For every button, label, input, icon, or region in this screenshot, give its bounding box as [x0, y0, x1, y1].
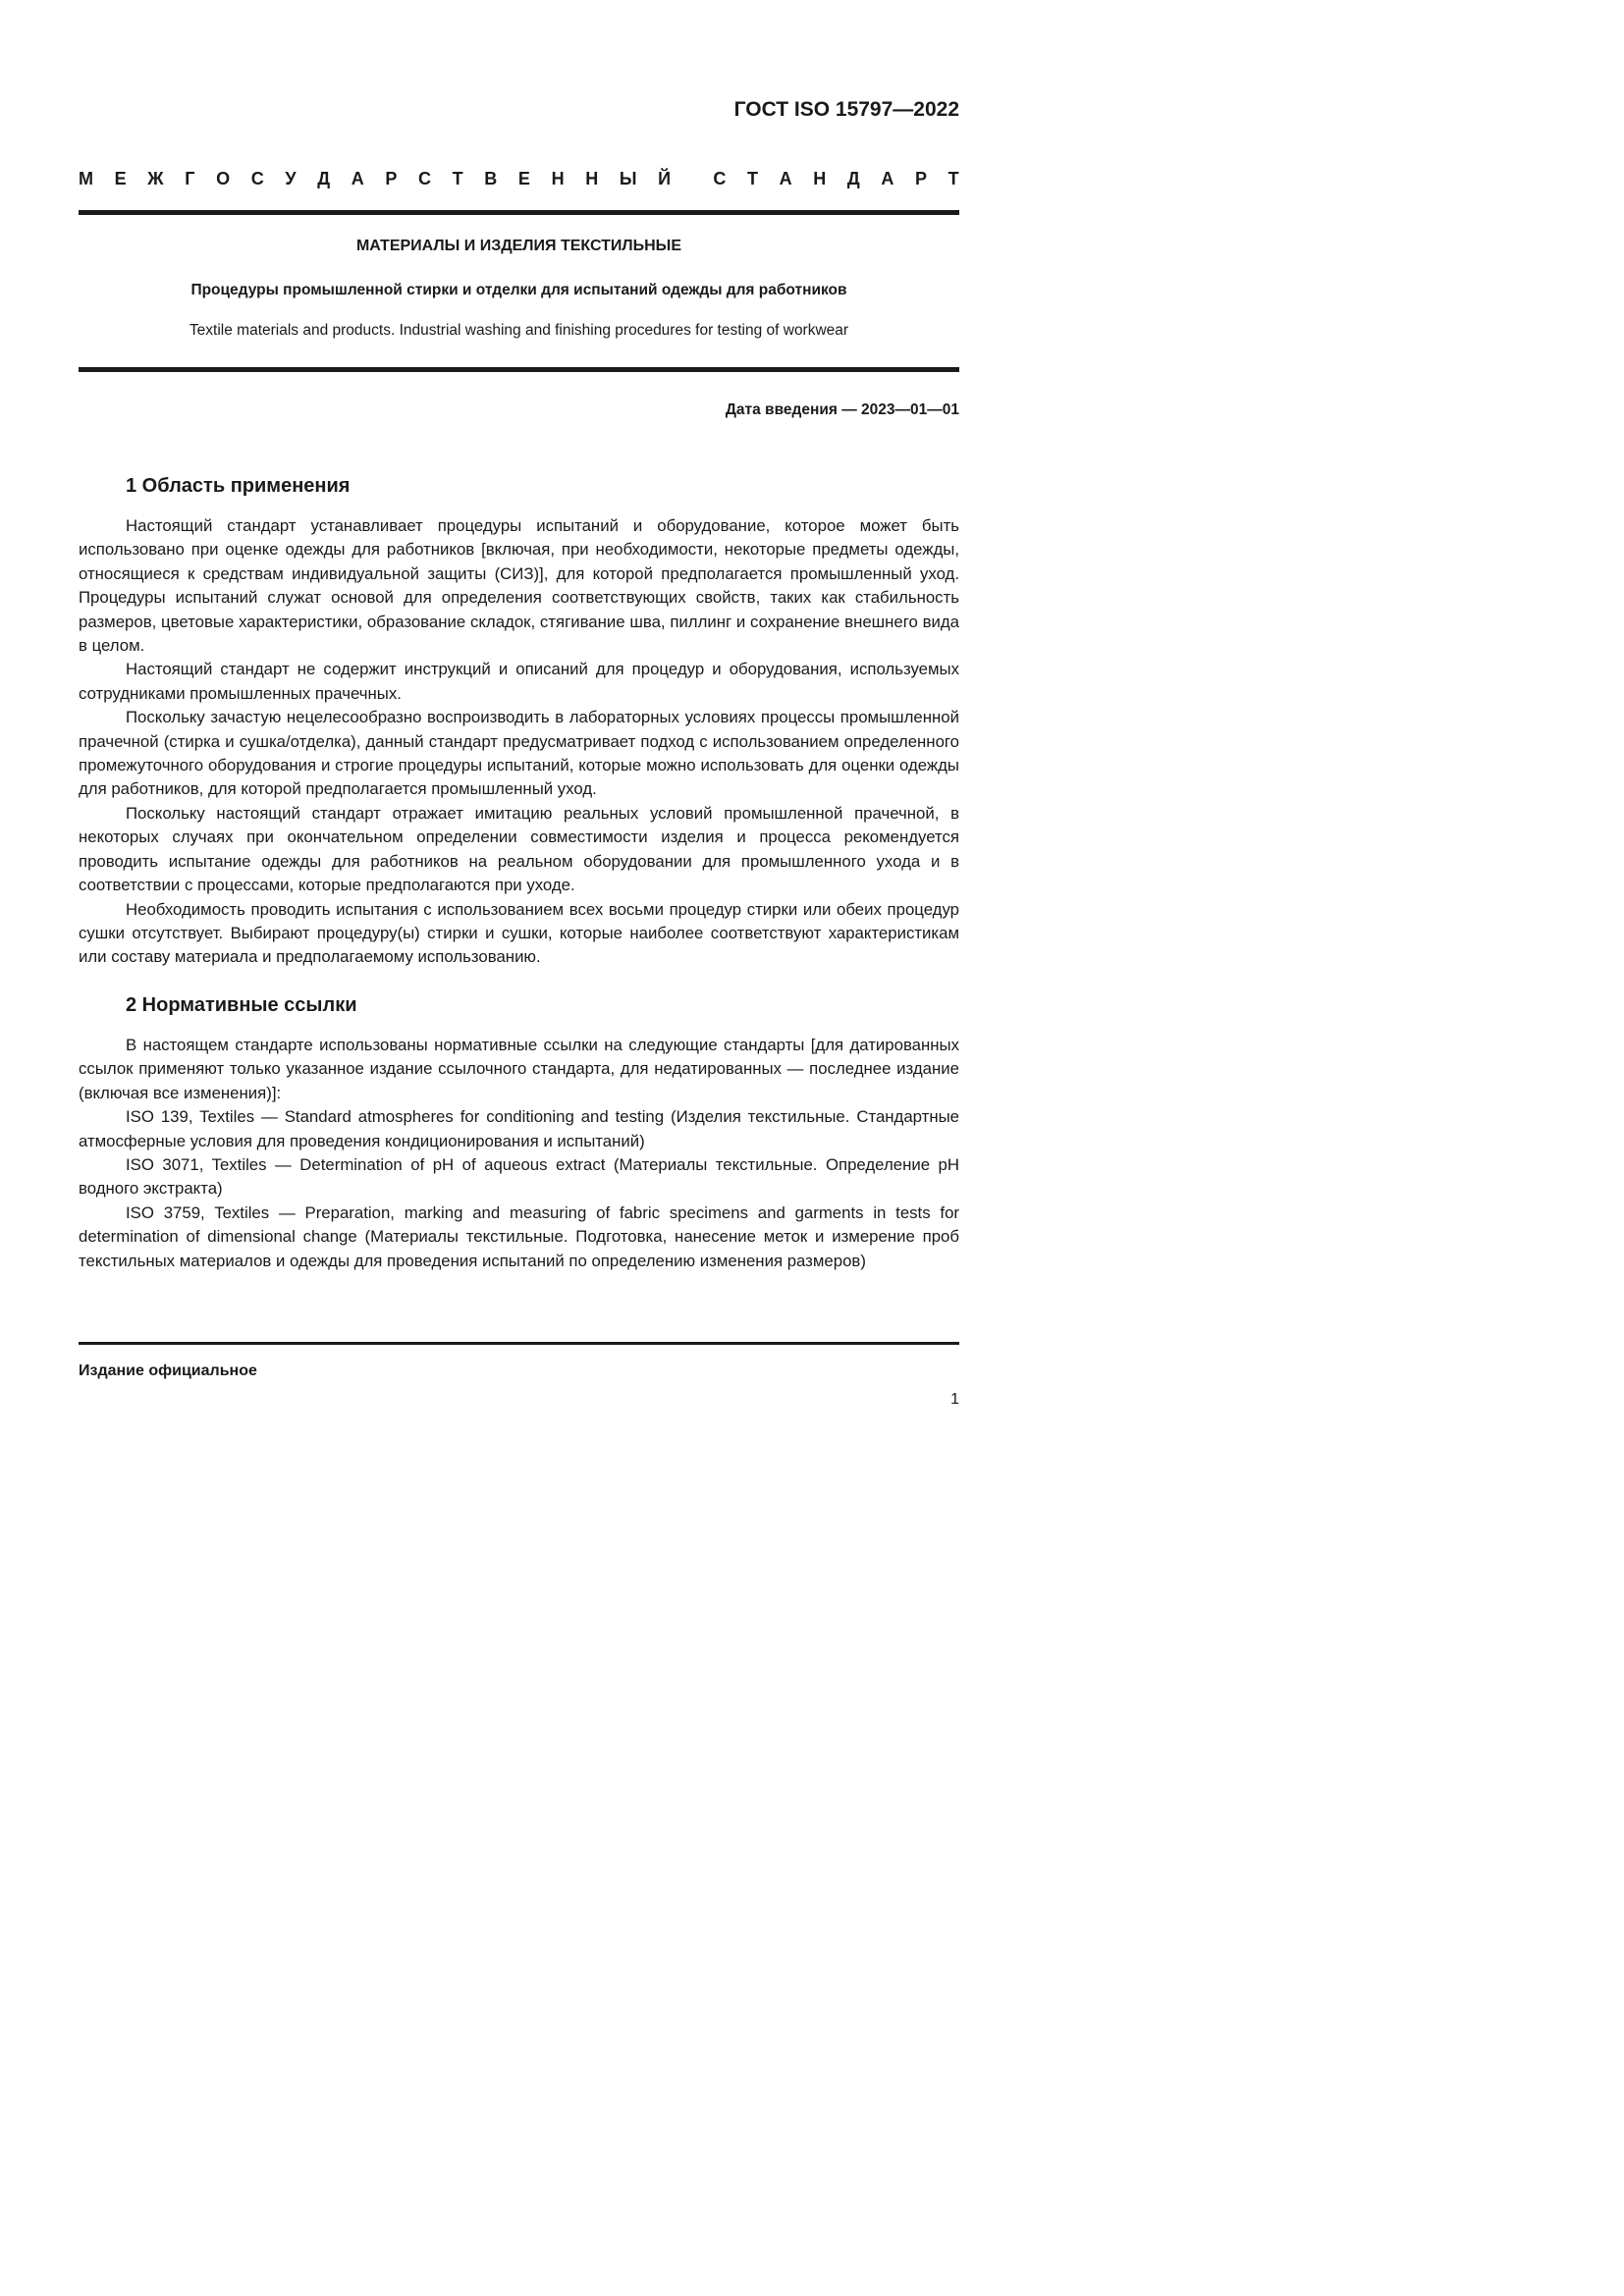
- banner-letter: Т: [452, 169, 463, 188]
- banner-letter: Д: [846, 169, 860, 188]
- banner-letter: Р: [915, 169, 928, 188]
- banner-letter: Т: [947, 169, 959, 188]
- banner-letter: Ж: [147, 169, 164, 188]
- banner-letter: У: [285, 169, 297, 188]
- document-title: МАТЕРИАЛЫ И ИЗДЕЛИЯ ТЕКСТИЛЬНЫЕ: [355, 238, 682, 254]
- section-2-body: [79, 1034, 959, 1273]
- paragraph: Настоящий стандарт не содержит инструкций и описаний для процедур и оборудования, используемых сотрудниками промышленных прачечных.: [79, 660, 959, 703]
- banner-letter: А: [779, 169, 792, 188]
- paragraph: Поскольку зачастую нецелесообразно воспроизводить в лабораторных условиях процессы промышленной прачечной (стирка и сушка/отделка), данный стандарт предусматривает подход с использованием определенного промежуточного оборудования и строгие процедуры испытаний, которые можно использовать для оценки одежды для работников, для которой предполагается промышленный уход.: [79, 708, 959, 799]
- banner-letter: С: [417, 169, 431, 188]
- page-number: 1: [950, 1391, 959, 1408]
- paragraph: В настоящем стандарте использованы нормативные ссылки на следующие стандарты [для датированных ссылок применяют только указанное издание ссылочного стандарта, для недатированных — последнее издание (включая все изменения)]:: [79, 1036, 959, 1102]
- reference-item: ISO 3759, Textiles — Preparation, marking and measuring of fabric specimens and garments in tests for determination of dimensional change (Материалы текстильные. Подготовка, нанесение меток и измерение проб текстильных материалов и одежды для проведения испытаний по определению изменения размеров): [79, 1202, 959, 1270]
- banner-letter: Е: [517, 169, 530, 188]
- banner-letter: А: [881, 169, 894, 188]
- banner-letter: С: [713, 169, 727, 188]
- document-subtitle: Процедуры промышленной стирки и отделки для испытаний одежды для работников: [190, 282, 847, 298]
- banner-letter: Й: [658, 169, 672, 188]
- header-rule: [79, 210, 959, 215]
- banner-letter: Г: [185, 169, 195, 188]
- standard-code: ГОСТ ISO 15797—2022: [733, 98, 959, 121]
- banner-letter: С: [250, 169, 264, 188]
- banner-letter: Т: [746, 169, 758, 188]
- banner-letter: А: [351, 169, 364, 188]
- banner-letter: Д: [317, 169, 331, 188]
- effective-date: Дата введения — 2023—01—01: [725, 401, 959, 418]
- section-2-heading: 2 Нормативные ссылки: [126, 994, 357, 1016]
- interstate-standard-banner: [79, 169, 959, 189]
- banner-letter: Ы: [619, 169, 637, 188]
- english-title: Textile materials and products. Industrial washing and finishing procedures for testing of workwear: [189, 322, 849, 339]
- banner-letter: В: [484, 169, 498, 188]
- paragraph: Настоящий стандарт устанавливает процедуры испытаний и оборудование, которое может быть использовано при оценке одежды для работников [включая, при необходимости, некоторые предметы одежды, относящиеся к средствам индивидуальной защиты (СИЗ)], для которой предполагается промышленный уход. Процедуры испытаний служат основой для определения соответствующих свойств, таких как стабильность размеров, цветовые характеристики, образование складок, стягивание шва, пиллинг и сохранение внешнего вида в целом.: [79, 516, 959, 656]
- paragraph: Необходимость проводить испытания с использованием всех восьми процедур стирки или обеих процедур сушки отсутствует. Выбирают процедуру(ы) стирки и сушки, которые наиболее соответствуют характеристикам или составу материала и предполагаемому использованию.: [79, 899, 959, 967]
- banner-letter: Р: [385, 169, 398, 188]
- reference-item: ISO 3071, Textiles — Determination of pH of aqueous extract (Материалы текстильные. Определение pH водного экстракта): [79, 1155, 959, 1199]
- title-rule: [79, 367, 959, 372]
- footer-rule: [79, 1342, 959, 1345]
- banner-letter: Н: [585, 169, 599, 188]
- paragraph: Поскольку настоящий стандарт отражает имитацию реальных условий промышленной прачечной, в некоторых случаях при окончательном определении совместимости изделия и процесса рекомендуется проводить испытание одежды для работников на реальном оборудовании для промышленного ухода и в соответствии с процессами, которые предполагаются при уходе.: [79, 803, 959, 895]
- document-page: [79, 0, 959, 1530]
- banner-letter: Н: [551, 169, 565, 188]
- banner-letter: М: [79, 169, 93, 188]
- section-1-body: [79, 514, 959, 970]
- section-1-heading: 1 Область применения: [126, 475, 351, 497]
- banner-letter: Е: [114, 169, 127, 188]
- reference-item: ISO 139, Textiles — Standard atmospheres for conditioning and testing (Изделия текстильные. Стандартные атмосферные условия для проведения кондиционирования и испытаний): [79, 1107, 959, 1150]
- official-edition-label: Издание официальное: [79, 1362, 257, 1379]
- banner-letter: Н: [813, 169, 827, 188]
- banner-letter: О: [216, 169, 231, 188]
